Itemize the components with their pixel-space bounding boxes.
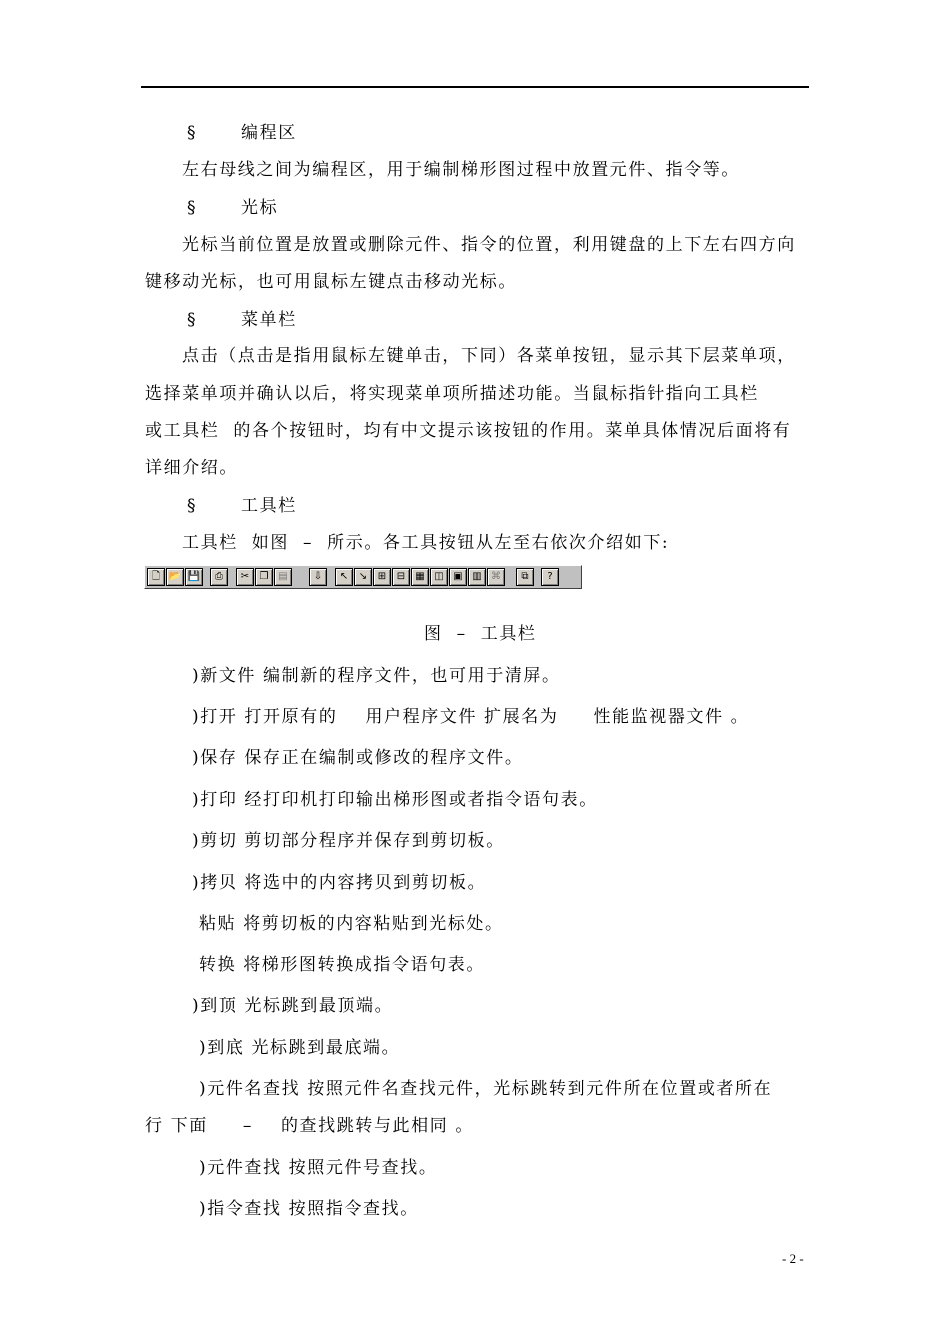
- list-item: )打开 打开原有的 用户程序文件 扩展名为 性能监视器文件 。: [192, 707, 750, 727]
- section-heading-cursor: § 光标: [187, 198, 279, 218]
- goto-top-icon[interactable]: ↖: [335, 568, 353, 586]
- toolbar-figure: [144, 565, 582, 589]
- list-item: )剪切 剪切部分程序并保存到剪切板。: [192, 831, 505, 851]
- save-disk-icon[interactable]: 💾: [185, 568, 203, 586]
- list-item: )到顶 光标跳到最顶端。: [192, 996, 394, 1016]
- list-item: 转换 将梯形图转换成指令语句表。: [192, 955, 486, 975]
- convert-icon[interactable]: ⇩: [309, 568, 327, 586]
- list-item: )到底 光标跳到最底端。: [192, 1038, 401, 1058]
- window-icon[interactable]: ⧉: [516, 568, 534, 586]
- list-item: )元件名查找 按照元件名查找元件，光标跳转到元件所在位置或者所在: [192, 1079, 773, 1099]
- paragraph-cursor-line2: 键移动光标，也可用鼠标左键点击移动光标。: [145, 272, 517, 292]
- copy-icon[interactable]: ❐: [255, 568, 273, 586]
- section-heading-menu-bar: § 菜单栏: [187, 310, 297, 330]
- paragraph-menu-bar-line1: 点击（点击是指用鼠标左键单击，下同）各菜单按钮，显示其下层菜单项，: [182, 346, 796, 366]
- section-heading-toolbar: § 工具栏: [187, 496, 297, 516]
- header-rule: [141, 86, 809, 88]
- find-contact-icon[interactable]: ▣: [449, 568, 467, 586]
- paragraph-menu-bar-line2: 选择菜单项并确认以后，将实现菜单项所描述功能。当鼠标指针指向工具栏: [145, 384, 759, 404]
- paragraph-programming-area: 左右母线之间为编程区，用于编制梯形图过程中放置元件、指令等。: [182, 160, 740, 180]
- help-icon[interactable]: ?: [541, 568, 559, 586]
- paragraph-cursor-line1: 光标当前位置是放置或删除元件、指令的位置，利用键盘的上下左右四方向: [182, 235, 796, 255]
- paragraph-menu-bar-line3: 或工具栏 的各个按钮时，均有中文提示该按钮的作用。菜单具体情况后面将有: [145, 421, 792, 441]
- section-heading-programming-area: § 编程区: [187, 123, 297, 143]
- list-item: 行 下面 – 的查找跳转与此相同 。: [145, 1116, 474, 1136]
- find-element-icon[interactable]: ⊟: [392, 568, 410, 586]
- figure-caption: 图 – 工具栏: [424, 624, 537, 644]
- cut-scissors-icon[interactable]: ✂: [236, 568, 254, 586]
- open-folder-icon[interactable]: 📂: [166, 568, 184, 586]
- goto-bottom-icon[interactable]: ↘: [354, 568, 372, 586]
- paragraph-menu-bar-line4: 详细介绍。: [145, 458, 238, 478]
- find-instruction-icon[interactable]: ▦: [411, 568, 429, 586]
- list-item: )拷贝 将选中的内容拷贝到剪切板。: [192, 873, 487, 893]
- find-element-name-icon[interactable]: ⊞: [373, 568, 391, 586]
- monitor-icon[interactable]: ▥: [468, 568, 486, 586]
- list-item: 粘贴 将剪切板的内容粘贴到光标处。: [192, 914, 504, 934]
- list-item: )指令查找 按照指令查找。: [192, 1199, 419, 1219]
- new-file-icon[interactable]: 🗋: [147, 568, 165, 586]
- list-item: )打印 经打印机打印输出梯形图或者指令语句表。: [192, 790, 598, 810]
- find-coil-icon[interactable]: ◫: [430, 568, 448, 586]
- list-item: )新文件 编制新的程序文件，也可用于清屏。: [192, 666, 561, 686]
- list-item: )元件查找 按照元件号查找。: [192, 1158, 438, 1178]
- page-number: - 2 -: [782, 1251, 804, 1266]
- list-item: )保存 保存正在编制或修改的程序文件。: [192, 748, 524, 768]
- paragraph-toolbar-intro: 工具栏 如图 – 所示。各工具按钮从左至右依次介绍如下:: [182, 533, 670, 553]
- print-icon[interactable]: ⎙: [210, 568, 228, 586]
- paste-icon[interactable]: ▤: [274, 568, 292, 586]
- disabled-tool-icon[interactable]: ⌘: [487, 568, 505, 586]
